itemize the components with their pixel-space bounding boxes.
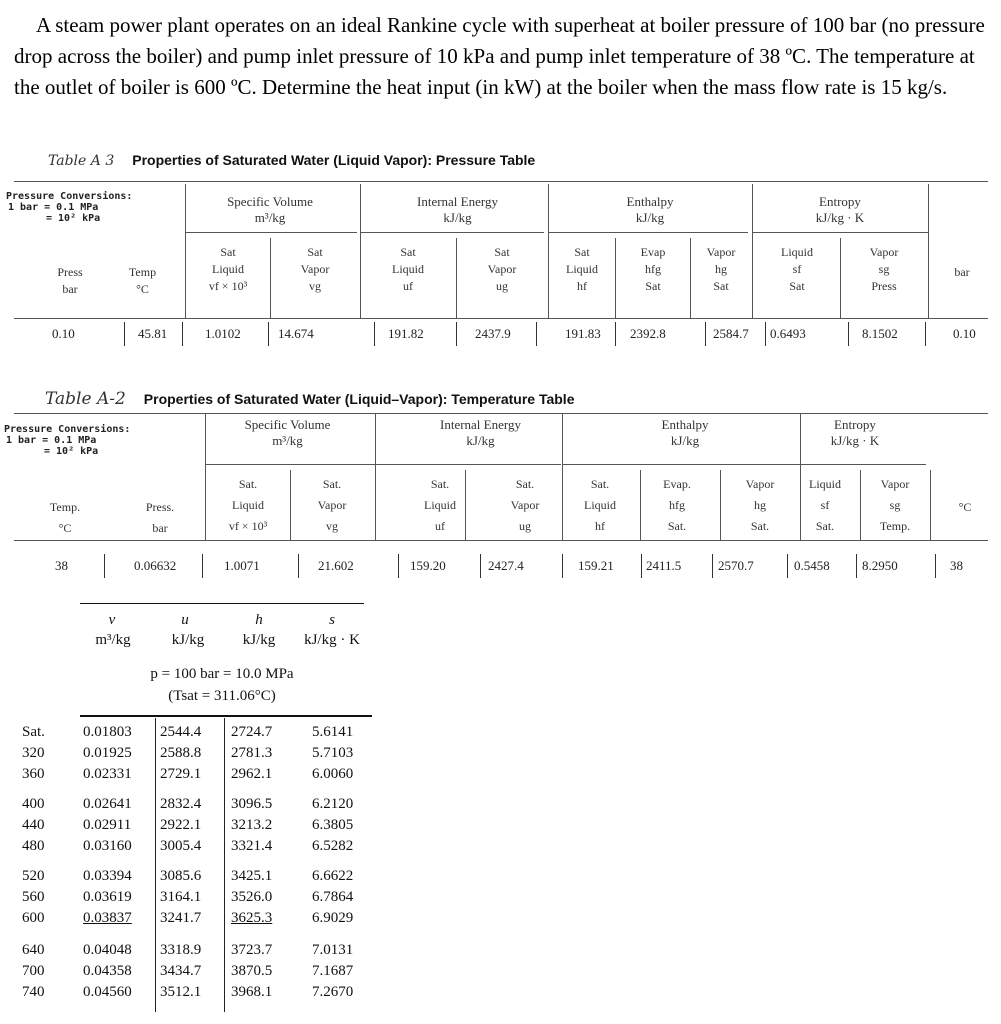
table-cell: 21.602 (318, 558, 354, 573)
sh-column-rule (155, 718, 156, 1012)
group-unit: kJ/kg · K (815, 210, 865, 225)
table-a2-top-rule (14, 413, 988, 414)
group-rule (205, 464, 375, 465)
cell-separator (641, 554, 642, 578)
table-cell: 14.674 (278, 326, 314, 341)
table-cell: 8.2950 (862, 558, 898, 573)
sh-h: 2962.1 (231, 766, 273, 782)
column-header: uf (435, 519, 445, 533)
column-header: Sat (400, 245, 416, 259)
sh-u: 3318.9 (160, 942, 202, 958)
column-header: Sat (220, 245, 236, 259)
column-header: °C (58, 521, 72, 535)
sh-h: 3321.4 (231, 838, 273, 854)
column-divider (640, 470, 641, 540)
sh-col-unit: kJ/kg · K (304, 632, 360, 648)
sh-h: 3870.5 (231, 963, 273, 979)
sh-col-symbol: h (255, 612, 263, 628)
column-header: Vapor (487, 262, 517, 276)
column-header: Press (57, 265, 83, 279)
sh-u: 2729.1 (160, 766, 202, 782)
group-rule (185, 232, 357, 233)
column-header: Sat (789, 279, 805, 293)
sh-u: 3164.1 (160, 889, 202, 905)
cell-separator (398, 554, 399, 578)
column-header: bar (62, 282, 78, 296)
column-header: Vapor (869, 245, 899, 259)
column-divider (548, 184, 549, 318)
column-header: bar (152, 521, 168, 535)
column-divider (185, 184, 186, 318)
sh-h: 2781.3 (231, 745, 273, 761)
conv-line-3: = 10² kPa (44, 446, 99, 457)
group-unit: kJ/kg (635, 210, 665, 225)
group-unit: m³/kg (272, 433, 303, 448)
table-a3-top-rule (14, 181, 988, 182)
column-divider (690, 238, 691, 318)
sh-s: 7.0131 (312, 942, 354, 958)
sh-u: 3512.1 (160, 984, 202, 1000)
column-header: Sat (645, 279, 661, 293)
column-header: bar (954, 265, 970, 279)
group-unit: kJ/kg (443, 210, 472, 225)
column-header: Sat. (515, 477, 535, 491)
table-cell: 2437.9 (475, 326, 511, 341)
conv-line-3: = 10² kPa (46, 213, 101, 224)
cell-separator (374, 322, 375, 346)
conv-line-2: 1 bar = 0.1 MPa (6, 435, 97, 446)
column-header: Sat (574, 245, 590, 259)
column-header: hfg (645, 262, 661, 276)
column-header: hf (595, 519, 605, 533)
sh-s: 6.0060 (312, 766, 354, 782)
table-cell: 0.5458 (794, 558, 830, 573)
column-header: Liquid (212, 262, 244, 276)
table-cell: 159.20 (410, 558, 446, 573)
sh-h: 2724.7 (231, 724, 273, 740)
sh-u: 2922.1 (160, 817, 202, 833)
cell-separator (480, 554, 481, 578)
cell-separator (202, 554, 203, 578)
column-header: Temp. (879, 519, 911, 533)
sh-s: 6.5282 (312, 838, 354, 854)
sh-h: 3096.5 (231, 796, 273, 812)
column-header: sf (820, 498, 830, 512)
sh-u: 3005.4 (160, 838, 202, 854)
group-header: Enthalpy (661, 417, 709, 432)
sh-v: 0.03837 (83, 910, 132, 926)
sh-v: 0.01925 (83, 745, 132, 761)
sh-u: 3085.6 (160, 868, 202, 884)
cell-separator (124, 322, 125, 346)
column-header: vg (326, 519, 338, 533)
sh-col-symbol: s (329, 612, 335, 628)
group-header: Internal Energy (417, 194, 498, 209)
column-header: Evap (640, 245, 666, 259)
sh-temp: 480 (22, 838, 45, 854)
table-cell: 38 (950, 558, 963, 573)
table-cell: 191.83 (565, 326, 601, 341)
cell-separator (298, 554, 299, 578)
group-unit: kJ/kg (670, 433, 700, 448)
sh-h: 3968.1 (231, 984, 273, 1000)
column-header: Temp. (49, 500, 81, 514)
sh-h: 3526.0 (231, 889, 273, 905)
column-divider (615, 238, 616, 318)
column-divider (860, 470, 861, 540)
column-header: Sat (713, 279, 729, 293)
sh-s: 6.7864 (312, 889, 354, 905)
column-divider (928, 184, 929, 318)
column-header: vf × 10³ (228, 519, 268, 533)
table-cell: 2584.7 (713, 326, 749, 341)
column-header: Sat. (322, 477, 342, 491)
sh-s: 5.7103 (312, 745, 354, 761)
sh-h: 3625.3 (231, 910, 273, 926)
table-cell: 0.6493 (770, 326, 806, 341)
group-header: Internal Energy (440, 417, 521, 432)
column-header: Sat. (590, 477, 610, 491)
cell-separator (182, 322, 183, 346)
table-a2-title: Properties of Saturated Water (Liquid–Vapor): Temperature Table (143, 391, 575, 407)
sh-col-symbol: v (108, 612, 116, 628)
column-header: hg (715, 262, 727, 276)
column-divider (930, 470, 931, 540)
column-header: sf (792, 262, 802, 276)
sh-h: 3723.7 (231, 942, 273, 958)
cell-separator (562, 554, 563, 578)
table-cell: 8.1502 (862, 326, 898, 341)
group-rule (562, 464, 800, 465)
sh-u: 2544.4 (160, 724, 202, 740)
column-header: Liquid (781, 245, 813, 259)
sh-temp: 520 (22, 868, 45, 884)
cell-separator (935, 554, 936, 578)
sh-s: 7.2670 (312, 984, 354, 1000)
sh-h: 3213.2 (231, 817, 273, 833)
cell-separator (705, 322, 706, 346)
cell-separator (765, 322, 766, 346)
column-header: hg (754, 498, 766, 512)
group-unit: kJ/kg · K (830, 433, 880, 448)
column-header: Sat. (238, 477, 258, 491)
sh-s: 6.6622 (312, 868, 354, 884)
cell-separator (268, 322, 269, 346)
sh-column-rule (224, 718, 225, 1012)
cell-separator (848, 322, 849, 346)
column-divider (562, 413, 563, 540)
conv-line-2: 1 bar = 0.1 MPa (8, 202, 99, 213)
group-unit: m³/kg (254, 210, 286, 225)
sh-u: 2588.8 (160, 745, 202, 761)
sh-s: 6.9029 (312, 910, 354, 926)
sh-temp: Sat. (22, 724, 45, 740)
column-header: Liquid (809, 477, 841, 491)
column-divider (752, 184, 753, 318)
column-divider (456, 238, 457, 318)
column-header: Vapor (745, 477, 775, 491)
sh-col-unit: kJ/kg (171, 632, 205, 648)
sh-pressure-line: p = 100 bar = 10.0 MPa (150, 666, 294, 682)
group-header: Entropy (834, 417, 876, 432)
sh-s: 6.3805 (312, 817, 354, 833)
column-header: ug (519, 519, 531, 533)
column-divider (270, 238, 271, 318)
column-header: °C (958, 500, 972, 514)
column-divider (720, 470, 721, 540)
cell-separator (104, 554, 105, 578)
column-header: Sat. (750, 519, 770, 533)
cell-separator (615, 322, 616, 346)
column-header: sg (878, 262, 890, 276)
group-rule (375, 464, 561, 465)
conv-line-1: Pressure Conversions: (6, 191, 133, 202)
column-header: Liquid (566, 262, 598, 276)
table-cell: 0.10 (52, 326, 75, 341)
table-cell: 2427.4 (488, 558, 524, 573)
group-rule (548, 232, 748, 233)
sh-temp: 440 (22, 817, 45, 833)
table-cell: 191.82 (388, 326, 424, 341)
column-header: °C (136, 282, 149, 296)
sh-temp: 700 (22, 963, 45, 979)
column-header: Liquid (424, 498, 456, 512)
group-header: Entropy (819, 194, 861, 209)
sh-temp: 640 (22, 942, 45, 958)
sh-v: 0.04048 (83, 942, 132, 958)
group-unit: kJ/kg (466, 433, 495, 448)
column-header: vf × 10³ (208, 279, 248, 293)
sh-v: 0.02911 (83, 817, 132, 833)
sh-v: 0.02641 (83, 796, 132, 812)
sh-s: 5.6141 (312, 724, 354, 740)
group-rule (360, 232, 544, 233)
sh-header-rule (80, 715, 372, 717)
table-cell: 45.81 (138, 326, 168, 341)
sh-temp: 320 (22, 745, 45, 761)
column-header: Press. (145, 500, 175, 514)
sh-h: 3425.1 (231, 868, 273, 884)
table-cell: 38 (55, 558, 68, 573)
table-a3-name: Table A 3 (48, 153, 115, 169)
group-header: Specific Volume (227, 194, 313, 209)
table-a2-header-rule (14, 540, 988, 541)
sh-v: 0.01803 (83, 724, 132, 740)
column-header: Temp (128, 265, 157, 279)
sh-v: 0.04358 (83, 963, 132, 979)
sh-col-unit: m³/kg (95, 632, 131, 648)
sh-col-symbol: u (181, 612, 189, 628)
conv-line-1: Pressure Conversions: (4, 424, 131, 435)
column-header: Sat (494, 245, 510, 259)
column-divider (360, 184, 361, 318)
column-header: sg (889, 498, 901, 512)
sh-s: 6.2120 (312, 796, 354, 812)
table-cell: 2570.7 (718, 558, 754, 573)
column-header: Liquid (392, 262, 424, 276)
column-divider (205, 413, 206, 540)
problem-text: A steam power plant operates on an ideal Rankine cycle with superheat at boiler pressure of 100 bar (no pressure drop across the boiler) and pump inlet pressure of 10 kPa and pump inlet temperature of 38 ºC. The temperature at the outlet of boiler is 600 ºC. Determine the heat input (in kW) at the boiler when the mass flow rate is 15 kg/s. (14, 13, 985, 99)
sh-v: 0.04560 (83, 984, 132, 1000)
sh-temp: 400 (22, 796, 45, 812)
sh-u: 3434.7 (160, 963, 202, 979)
column-header: Press (871, 279, 897, 293)
sh-u: 2832.4 (160, 796, 202, 812)
column-header: vg (309, 279, 321, 293)
column-header: ug (496, 279, 508, 293)
cell-separator (536, 322, 537, 346)
column-header: Vapor (317, 498, 347, 512)
table-a3-header-rule (14, 318, 988, 319)
sh-temp: 600 (22, 910, 45, 926)
column-divider (375, 413, 376, 540)
column-header: Sat (307, 245, 323, 259)
cell-separator (456, 322, 457, 346)
table-a3-conversions (6, 191, 132, 224)
table-cell: 159.21 (578, 558, 614, 573)
table-cell: 0.10 (953, 326, 976, 341)
column-header: Sat. (667, 519, 687, 533)
table-a3-title: Properties of Saturated Water (Liquid Vapor): Pressure Table (132, 152, 536, 168)
column-header: hfg (669, 498, 685, 512)
group-header: Specific Volume (244, 417, 331, 432)
group-header: Enthalpy (626, 194, 674, 209)
table-a3-caption (48, 152, 535, 169)
sh-v: 0.03619 (83, 889, 132, 905)
column-header: Liquid (232, 498, 264, 512)
table-a2-name: Table A-2 (45, 389, 126, 409)
cell-separator (787, 554, 788, 578)
sh-temp: 560 (22, 889, 45, 905)
sh-u: 3241.7 (160, 910, 202, 926)
cell-separator (856, 554, 857, 578)
column-header: Sat. (430, 477, 450, 491)
table-a2-caption (45, 389, 575, 409)
column-header: uf (403, 279, 413, 293)
table-cell: 2411.5 (646, 558, 682, 573)
table-cell: 2392.8 (630, 326, 666, 341)
sh-v: 0.03394 (83, 868, 132, 884)
sh-col-unit: kJ/kg (242, 632, 276, 648)
column-header: Evap. (663, 477, 691, 491)
table-cell: 1.0102 (205, 326, 241, 341)
sh-temp: 360 (22, 766, 45, 782)
cell-separator (925, 322, 926, 346)
table-cell: 0.06632 (134, 558, 177, 573)
problem-statement (14, 10, 989, 103)
column-divider (290, 470, 291, 540)
sh-v: 0.02331 (83, 766, 132, 782)
column-header: Vapor (510, 498, 540, 512)
table-a2-conversions (4, 424, 130, 457)
table-cell: 1.0071 (224, 558, 260, 573)
column-header: Liquid (584, 498, 616, 512)
sh-s: 7.1687 (312, 963, 354, 979)
column-header: Sat. (815, 519, 835, 533)
sh-v: 0.03160 (83, 838, 132, 854)
column-header: hf (577, 279, 587, 293)
group-rule (752, 232, 928, 233)
cell-separator (712, 554, 713, 578)
column-header: Vapor (706, 245, 736, 259)
sh-top-rule (80, 603, 364, 604)
sh-temp: 740 (22, 984, 45, 1000)
group-rule (800, 464, 926, 465)
column-header: Vapor (300, 262, 330, 276)
sh-tsat-line: (Tsat = 311.06°C) (168, 688, 276, 704)
column-header: Vapor (880, 477, 910, 491)
column-divider (840, 238, 841, 318)
